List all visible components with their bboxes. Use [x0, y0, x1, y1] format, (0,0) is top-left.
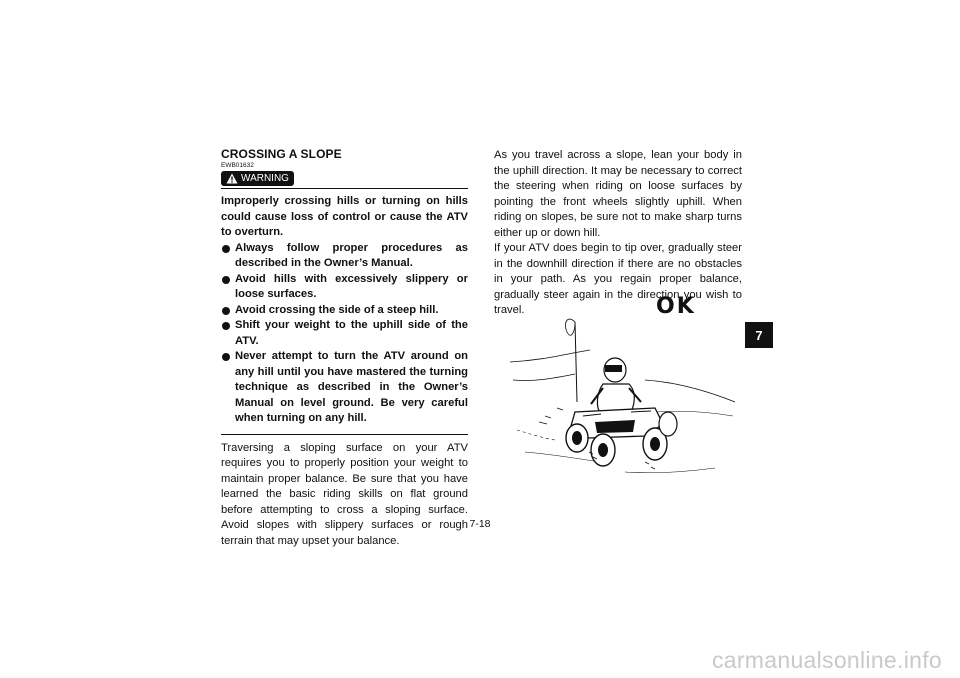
atv-slope-illustration	[505, 312, 745, 482]
page-number: 7-18	[469, 518, 491, 530]
bullet-icon	[222, 276, 230, 284]
watermark: carmanualsonline.info	[711, 647, 942, 673]
list-item: Shift your weight to the uphill side of the ATV.	[221, 318, 468, 349]
chapter-tab: 7	[745, 322, 773, 348]
bullet-icon	[222, 245, 230, 253]
warning-label: WARNING	[241, 173, 289, 184]
warning-badge	[221, 171, 294, 186]
right-column	[494, 148, 742, 319]
list-item: Avoid hills with excessively slippery or loose surfaces.	[221, 272, 468, 303]
warning-triangle-icon	[226, 173, 238, 184]
illustration-ok-label: OK	[656, 294, 696, 319]
warning-bottom-rule	[221, 434, 468, 435]
bullet-icon	[222, 322, 230, 330]
left-column	[221, 148, 468, 549]
warning-header	[221, 171, 468, 187]
warning-bullet-list	[221, 241, 468, 427]
section-code: EWB01632	[221, 162, 254, 169]
list-item: Avoid crossing the side of a steep hill.	[221, 303, 468, 319]
section-heading: CROSSING A SLOPE	[221, 147, 342, 161]
right-body-paragraph-2: If your ATV does begin to tip over, gradually steer in the downhill direction if there are no obstacles in your path. As you regain proper balance, gradually steer again in the direction you wish to travel.	[494, 242, 742, 316]
list-item: Always follow proper procedures as described in the Owner’s Manual.	[221, 241, 468, 272]
bullet-icon	[222, 307, 230, 315]
list-item: Never attempt to turn the ATV around on any hill until you have mastered the turning technique as described in the Owner’s Manual on level ground. Be very careful when turning on any hill.	[221, 349, 468, 427]
warning-top-rule	[221, 188, 468, 189]
bullet-icon	[222, 353, 230, 361]
warning-intro: Improperly crossing hills or turning on hills could cause loss of control or cause the ATV to overturn.	[221, 195, 468, 238]
right-body-paragraph-1: As you travel across a slope, lean your body in the uphill direction. It may be necessary to correct the steering when riding on loose surfaces by pointing the front wheels slightly uphill. When riding on slopes, be sure not to make sharp turns either up or down hill.	[494, 149, 742, 239]
warning-body	[221, 194, 468, 427]
left-body-paragraph: Traversing a sloping surface on your ATV requires you to properly position your weight to maintain proper balance. Be sure that you have learned the basic riding skills on flat ground before attempting to cross a sloping surface. Avoid slopes with slippery surfaces or rough terrain that may upset your balance.	[221, 441, 468, 547]
